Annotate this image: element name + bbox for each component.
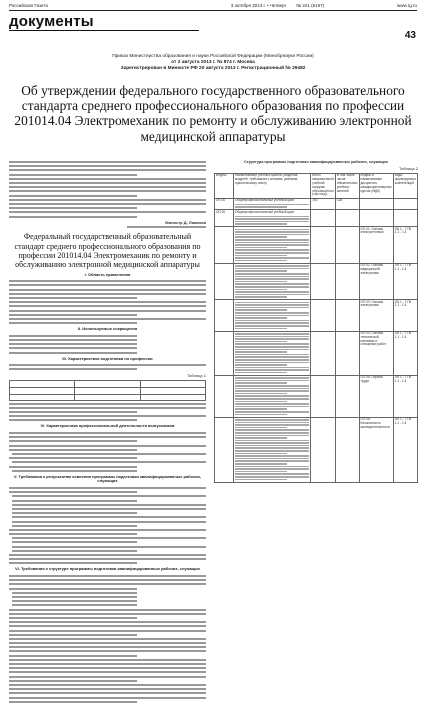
structure-text (9, 574, 206, 704)
page-number: 43 (404, 30, 416, 41)
heading-structure: VI. Требования к структуре программы подготовки квалифицированных рабочих, служащих (15, 566, 200, 572)
activity-text (9, 431, 206, 473)
issue-number: № 221 (6197) (296, 3, 325, 8)
site-url: www.rg.ru (396, 3, 417, 8)
col-total: Всего максимальной учебной нагрузки обучающегося (час./нед.) (312, 173, 334, 197)
structure-caption: Структура программы подготовки квалифицированных рабочих, служащих (243, 160, 388, 164)
order-header (0, 54, 426, 72)
abbreviations-text (9, 334, 206, 355)
col-index: Индекс (215, 174, 234, 199)
table2-label: Таблица 2 (398, 166, 418, 171)
order-date: от 2 августа 2013 г. № 874 г. Москва (171, 60, 255, 65)
table-row: ОП.06. Безопасность жизнедеятельности ОК 1 - 7 ПК 1.1 - 1.4 (215, 417, 418, 482)
col-disciplines: Индекс и наименование дисциплин, междисциплинарных курсов (МДК) (359, 174, 393, 199)
order-name: Приказ Министерства образования и науки Российской Федерации (Минобрнауки России) (112, 54, 314, 59)
page-header (9, 1, 417, 11)
signature: Министр Д. Ливанов (165, 219, 206, 225)
table-row: ОП.02. Основы медицинской электроники ОК 1 - 7 ПК 1.1 - 1.4 (215, 263, 418, 300)
table-row: ОП.04. Основы технической механики и слесарных работ ОК 1 - 7 ПК 1.1 - 1.4 (215, 331, 418, 375)
section-title: документы (9, 13, 94, 30)
main-title: Об утверждении федерального государственного образовательного стандарта среднего профессионального образования по профессии 201014.04 Электромеханик по ремонту и обслуживанию электронной медицинской аппаратуры (14, 83, 412, 144)
table-header-row (215, 174, 418, 199)
standard-title: Федеральный государственный образовательный стандарт среднего профессионального образования по профессии 201014.04 Электромеханик по ремонту и обслуживанию электронной медицинской аппаратуры (14, 232, 201, 270)
heading-abbreviations: II. Используемые сокращения (77, 326, 138, 332)
table-1 (9, 380, 206, 401)
heading-characteristics: III. Характеристика подготовки по профессии (62, 355, 153, 361)
preamble-text (9, 160, 206, 219)
col-name: Наименование учебных циклов, разделов, модулей, требования к знаниям, умениям, практическому опыту (234, 174, 311, 199)
issue-date: 3 октября 2013 г. • Четверг (230, 3, 287, 8)
table-notes (9, 401, 206, 422)
characteristics-text (9, 363, 206, 371)
right-column (214, 160, 418, 483)
heading-activity: IV. Характеристика профессиональной деятельности выпускников (40, 423, 175, 429)
table-row: ОП.01. Основы электротехники ОК 1 - 7 ПК 1.1 - 1.4 (215, 227, 418, 264)
col-competencies: Коды формируемых компетенций (393, 174, 417, 199)
table-row: ОП.00 Общепрофессиональный учебный цикл 192 128 (215, 198, 418, 210)
table1-label: Таблица 1 (186, 372, 206, 378)
col-required: В том числе часов обязательных учебных занятий (335, 174, 359, 199)
section-underline (9, 30, 199, 31)
table-row: ОП.00 Общепрофессиональный учебный цикл (215, 210, 418, 227)
scope-text (9, 279, 206, 325)
order-registration: Зарегистрирован в Минюсте РФ 20 августа 2013 г. Регистрационный № 29482 (120, 66, 306, 71)
results-text (9, 486, 206, 566)
left-column (9, 160, 206, 704)
heading-scope: I. Область применения (84, 271, 131, 277)
newspaper-name: Российская Газета (9, 3, 48, 8)
table-row: ОП.05. Охрана труда ОК 1 - 7 ПК 1.1 - 1.4 (215, 375, 418, 417)
table-row: ОП.03. Основы электроники ОК 1 - 7 ПК 1.1 - 1.4 (215, 300, 418, 331)
structure-table (214, 173, 418, 483)
appendix-note (9, 225, 206, 229)
heading-results: V. Требования к результатам освоения программы подготовки квалифицированных рабочих, служащих (13, 473, 202, 484)
